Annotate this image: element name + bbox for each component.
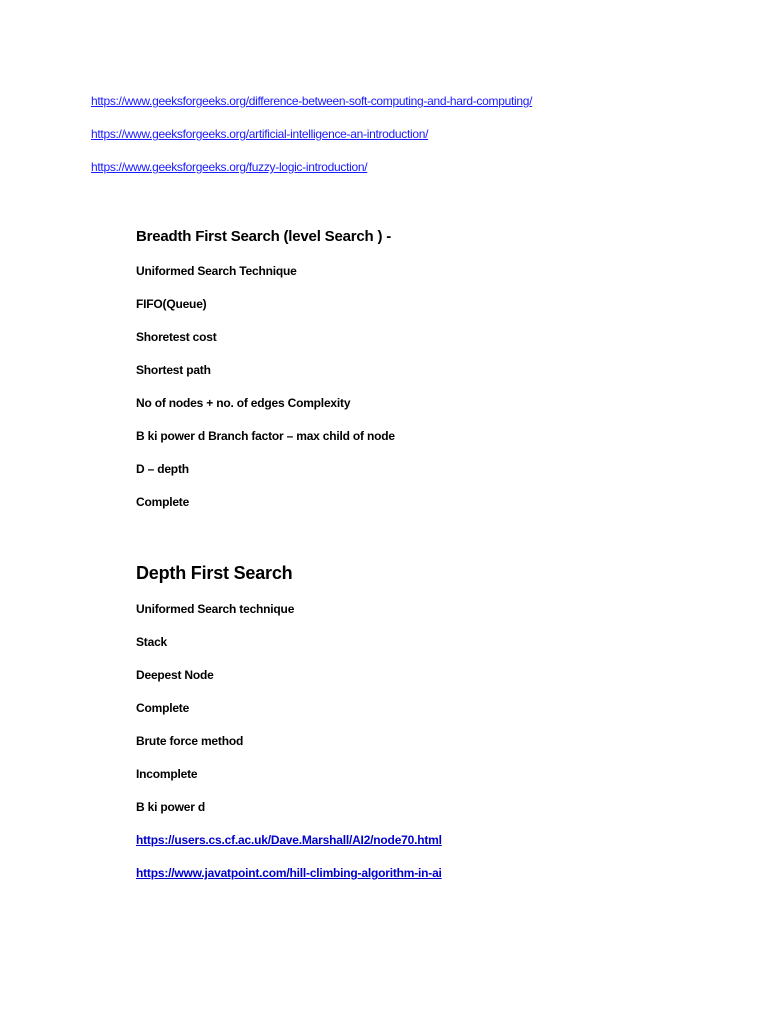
dfs-heading: Depth First Search (136, 563, 293, 583)
bfs-item: D – depth (136, 462, 189, 476)
dfs-item: Brute force method (136, 734, 244, 748)
bfs-item: Shortest path (136, 363, 211, 377)
link-fuzzy-logic-introduction[interactable]: https://www.geeksforgeeks.org/fuzzy-logic-introduction/ (91, 160, 368, 174)
dfs-item: Uniformed Search technique (136, 602, 295, 616)
bfs-item: Uniformed Search Technique (136, 264, 297, 278)
link-dave-marshall-node70[interactable]: https://users.cs.cf.ac.uk/Dave.Marshall/AI2/node70.html (136, 833, 442, 847)
dfs-item: B ki power d (136, 800, 205, 814)
bfs-heading: Breadth First Search (level Search ) - (136, 228, 391, 245)
bfs-item: FIFO(Queue) (136, 297, 207, 311)
link-ai-introduction[interactable]: https://www.geeksforgeeks.org/artificial-intelligence-an-introduction/ (91, 127, 429, 141)
dfs-item: Stack (136, 635, 168, 649)
link-soft-vs-hard-computing[interactable]: https://www.geeksforgeeks.org/difference-between-soft-computing-and-hard-computing/ (91, 94, 533, 108)
link-javatpoint-hill-climbing[interactable]: https://www.javatpoint.com/hill-climbing-algorithm-in-ai (136, 866, 442, 880)
dfs-item: Complete (136, 701, 190, 715)
bfs-item: Complete (136, 495, 190, 509)
bfs-item: B ki power d Branch factor – max child of node (136, 429, 395, 443)
bfs-item: No of nodes + no. of edges Complexity (136, 396, 351, 410)
dfs-item: Deepest Node (136, 668, 214, 682)
bfs-item: Shoretest cost (136, 330, 217, 344)
dfs-item: Incomplete (136, 767, 198, 781)
